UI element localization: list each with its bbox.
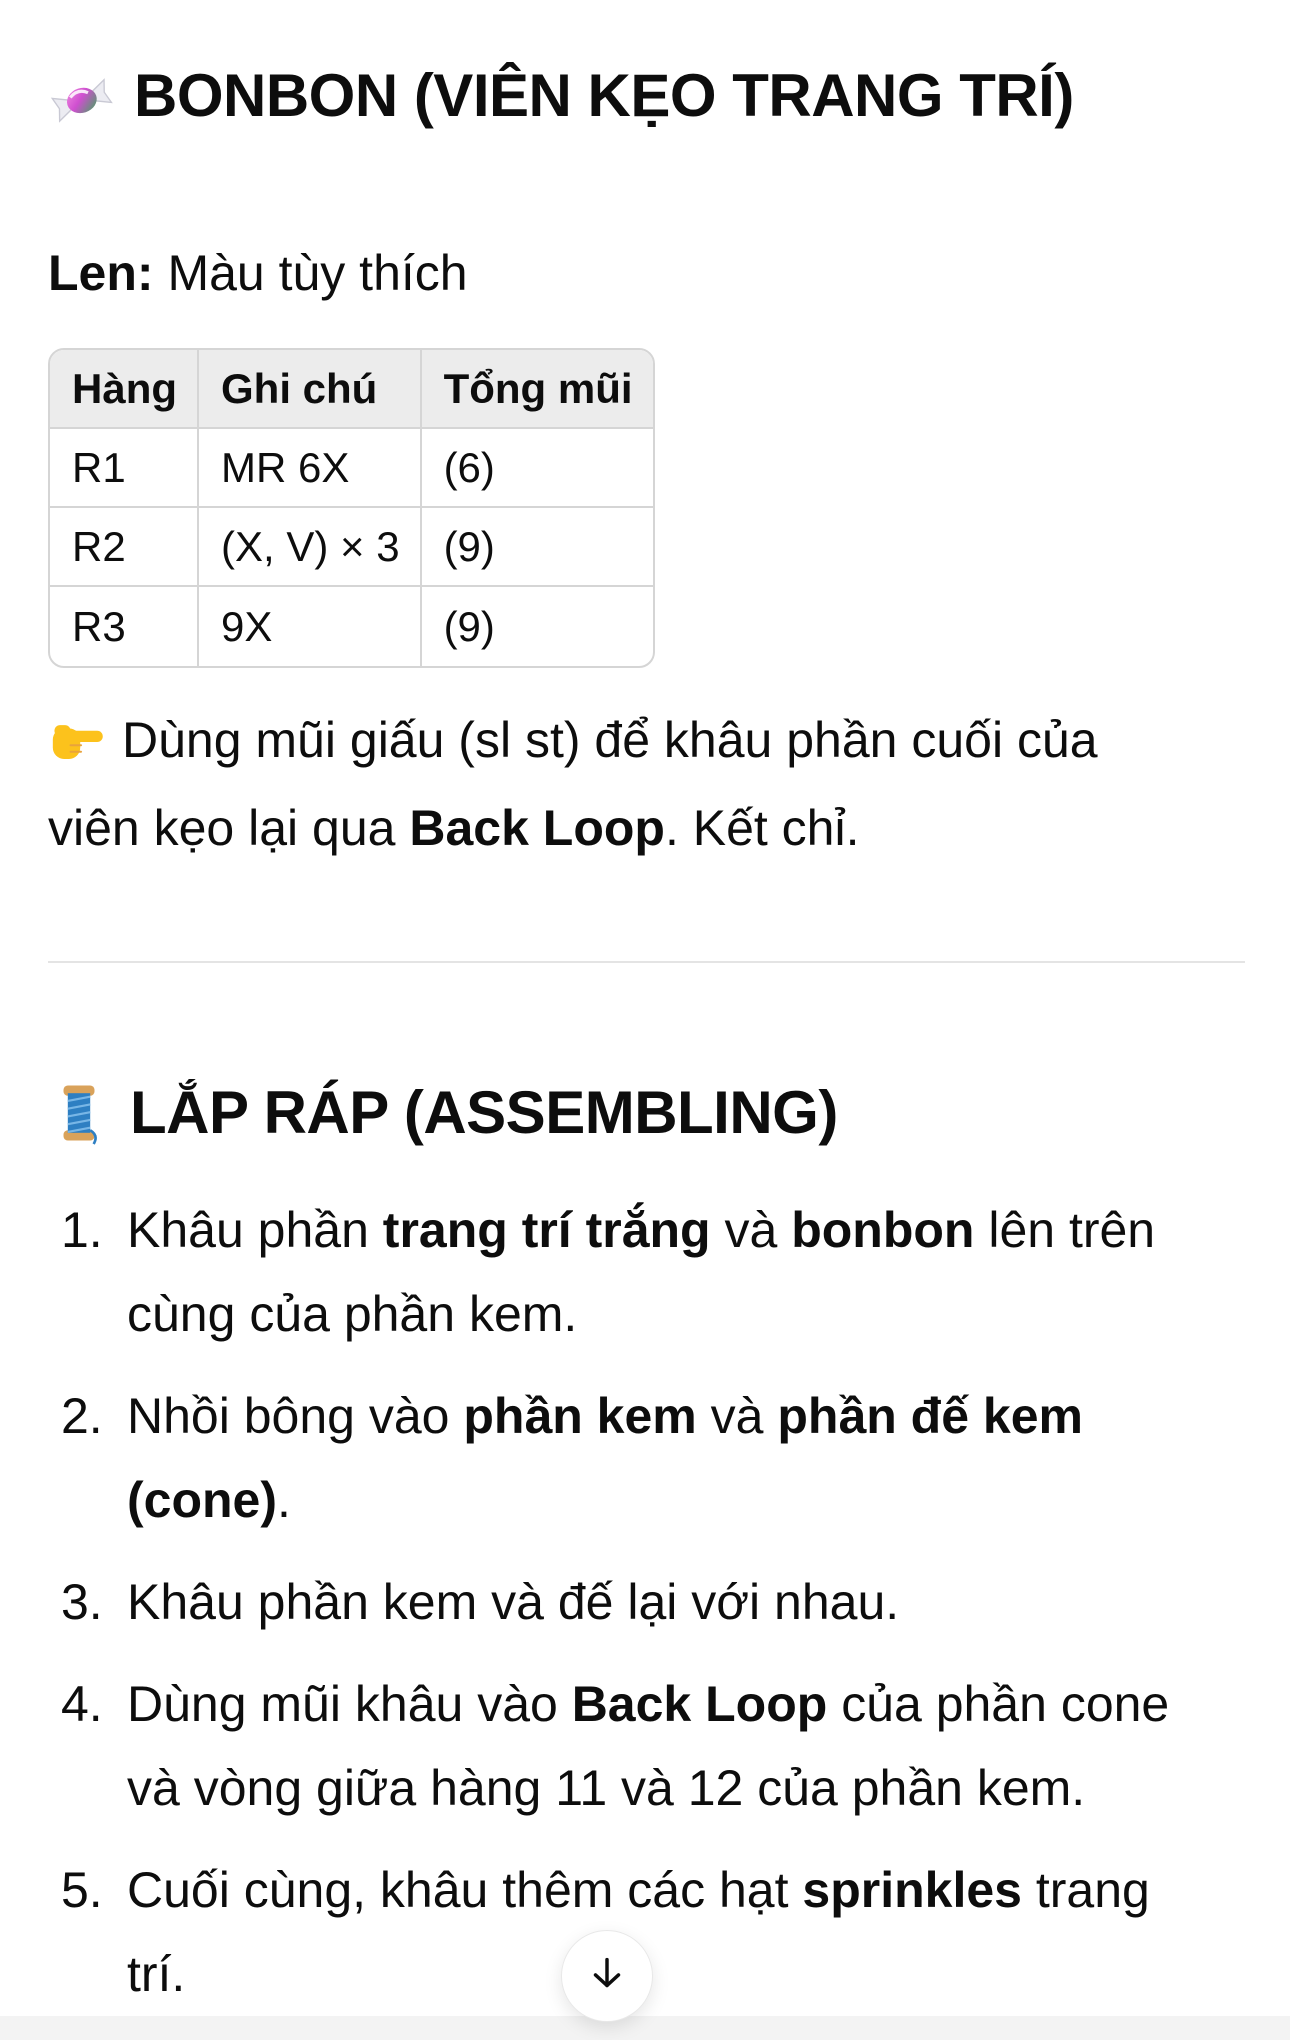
table-cell: (9) [422, 508, 653, 587]
note-text: Dùng mũi giấu (sl st) để khâu phần cuối của viên kẹo lại qua Back Loop. Kết chỉ. [48, 712, 1098, 856]
candy-icon [48, 63, 114, 129]
step-number: 5. [61, 1862, 103, 1918]
table-cell: MR 6X [199, 429, 422, 508]
pattern-table [50, 350, 653, 666]
table-cell: 9X [199, 587, 422, 666]
heading-assembling-text: LẮP RÁP (ASSEMBLING) [130, 1079, 838, 1146]
table-header-cell-ghichu: Ghi chú [199, 350, 422, 429]
yarn-info-line [48, 234, 1245, 312]
step-text: Cuối cùng, khâu thêm các hạt sprinkles trang trí. [127, 1862, 1150, 2002]
composer-top-band [0, 2016, 1290, 2040]
table-row [50, 429, 653, 508]
step-number: 2. [61, 1388, 103, 1444]
note-paragraph [48, 701, 1245, 867]
step-text: Khâu phần kem và đế lại với nhau. [127, 1574, 900, 1630]
step-text: Dùng mũi khâu vào Back Loop của phần cone và vòng giữa hàng 11 và 12 của phần kem. [127, 1676, 1170, 1816]
step-number: 4. [61, 1676, 103, 1732]
heading-bonbon [48, 60, 1245, 132]
pointing-right-icon [48, 709, 106, 789]
heading-assembling [48, 1077, 1245, 1149]
pattern-table-wrapper [48, 348, 655, 668]
table-cell: (9) [443, 602, 495, 650]
list-item-step-2 [48, 1374, 1245, 1542]
document-content [0, 60, 1290, 2016]
table-row [50, 508, 653, 587]
scroll-to-bottom-button[interactable] [561, 1930, 653, 2022]
table-cell: R2 [50, 508, 199, 587]
list-item-step-1 [48, 1188, 1245, 1356]
arrow-down-icon [584, 1951, 630, 2002]
table-cell: R1 [50, 429, 199, 508]
table-cell: R3 [50, 587, 199, 666]
yarn-label: Len: [48, 245, 154, 301]
table-cell: (6) [422, 429, 653, 508]
list-item-step-3 [48, 1560, 1245, 1644]
step-number: 1. [61, 1202, 103, 1258]
thread-spool-icon [48, 1080, 110, 1146]
yarn-value: Màu tùy thích [153, 245, 468, 301]
table-row [50, 587, 653, 666]
section-divider [48, 961, 1245, 963]
table-header-row [50, 350, 653, 429]
step-number: 3. [61, 1574, 103, 1630]
assembly-steps-list [48, 1188, 1245, 2016]
heading-bonbon-text: BONBON (VIÊN KẸO TRANG TRÍ) [134, 62, 1074, 129]
table-header-cell-hang: Hàng [50, 350, 199, 429]
step-text: Nhồi bông vào phần kem và phần đế kem (cone). [127, 1388, 1083, 1528]
list-item-step-4 [48, 1662, 1245, 1830]
table-cell: (X, V) × 3 [199, 508, 422, 587]
table-header-cell-tongmui: Tổng mũi [422, 350, 653, 429]
step-text: Khâu phần trang trí trắng và bonbon lên trên cùng của phần kem. [127, 1202, 1156, 1342]
